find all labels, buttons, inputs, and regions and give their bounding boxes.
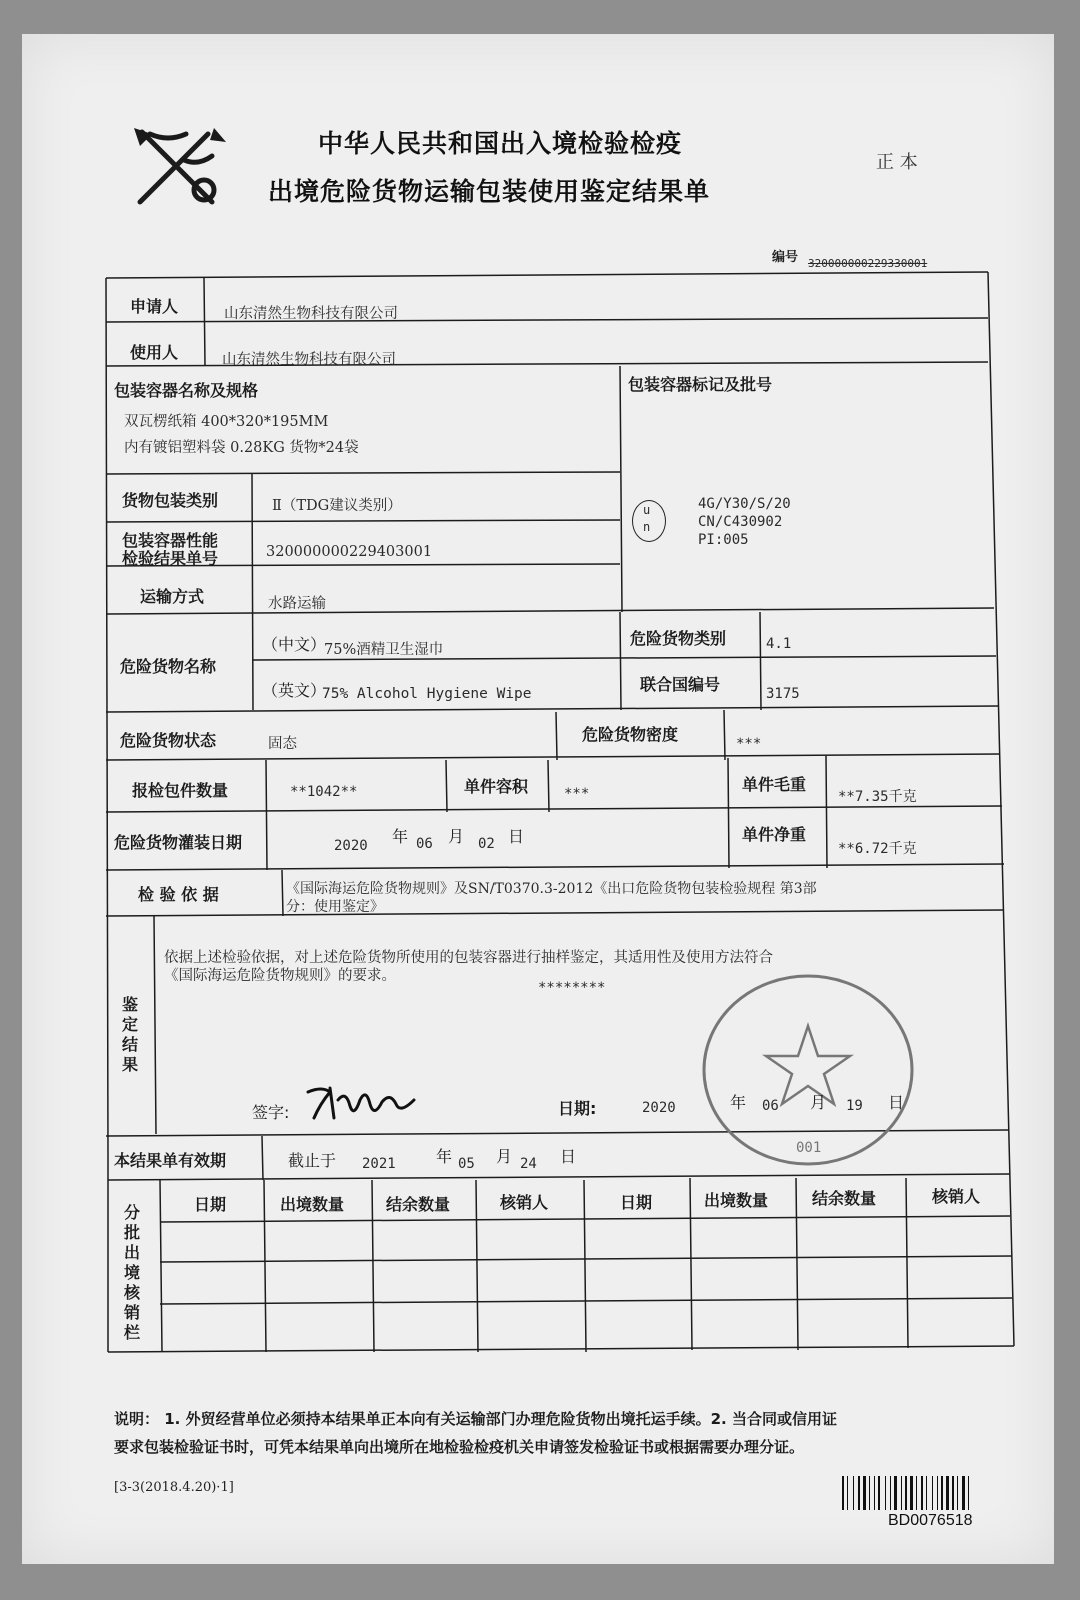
fill-date-day-char: 日	[508, 827, 525, 846]
result-label-char-2: 定	[122, 1015, 139, 1034]
batch-header-date-1: 日期	[194, 1195, 227, 1214]
unit-volume-value: ***	[564, 786, 590, 802]
barcode-bar	[863, 1476, 866, 1510]
un-number-value: 3175	[766, 686, 800, 702]
validity-day: 24	[520, 1156, 537, 1172]
en-tag: （英文）	[262, 681, 327, 700]
result-text-line-1: 依据上述检验依据，对上述危险货物所使用的包装容器进行抽样鉴定，其适用性及使用方法符合	[164, 950, 773, 966]
barcode-bar	[878, 1476, 880, 1510]
basis-line-2: 分：使用鉴定》	[286, 899, 384, 915]
barcode-bar	[941, 1476, 943, 1510]
batch-label-char-6: 销	[124, 1303, 141, 1322]
basis-line-1: 《国际海运危险货物规则》及SN/T0370.3-2012《出口危险货物包装检验规程 第3部	[286, 881, 817, 897]
handwritten-signature	[300, 1078, 420, 1124]
validity-month-char: 月	[496, 1147, 513, 1166]
batch-label-char-5: 核	[124, 1283, 141, 1302]
performance-report-label-1: 包装容器性能	[122, 531, 219, 550]
user-label: 使用人	[130, 343, 179, 362]
original-copy-mark: 正 本	[876, 152, 918, 173]
result-stars: ********	[538, 980, 606, 996]
validity-day-char: 日	[560, 1147, 577, 1166]
result-date-year: 2020	[642, 1100, 676, 1116]
batch-header-exit-qty-2: 出境数量	[704, 1191, 769, 1210]
goods-class-label: 危险货物类别	[630, 629, 727, 648]
batch-label-char-1: 分	[124, 1203, 141, 1222]
result-label-char-1: 鉴	[122, 995, 139, 1014]
un-number-label: 联合国编号	[640, 675, 721, 694]
en-goods-name: 75% Alcohol Hygiene Wipe	[322, 686, 532, 702]
batch-header-verifier-2: 核销人	[932, 1187, 981, 1206]
transport-value: 水路运输	[268, 596, 326, 612]
title-line-2: 出境危险货物运输包装使用鉴定结果单	[268, 177, 711, 206]
user-value: 山东清然生物科技有限公司	[222, 352, 396, 368]
batch-header-verifier-1: 核销人	[500, 1193, 549, 1212]
batch-header-date-2: 日期	[620, 1193, 653, 1212]
dangerous-goods-name-label: 危险货物名称	[120, 657, 217, 676]
barcode-bar	[874, 1476, 875, 1510]
barcode-bar	[937, 1476, 938, 1510]
applicant-label: 申请人	[130, 297, 179, 316]
serial-value: 320000000229330001	[808, 257, 928, 270]
container-mark-line-2: CN/C430902	[698, 514, 783, 530]
performance-report-label-2: 检验结果单号	[122, 549, 219, 568]
result-label-char-4: 果	[122, 1055, 139, 1074]
barcode-bar	[926, 1476, 927, 1510]
batch-label-char-3: 出	[124, 1243, 141, 1262]
transport-label: 运输方式	[140, 587, 205, 606]
batch-label-char-4: 境	[124, 1263, 141, 1282]
container-mark-line-1: 4G/Y30/S/20	[698, 496, 791, 512]
barcode-bar	[910, 1476, 913, 1510]
barcode-bar	[869, 1476, 870, 1510]
barcode-bar	[905, 1476, 907, 1510]
form-code: [3-3(2018.4.20)·1]	[114, 1480, 234, 1495]
fill-date-month-char: 月	[448, 827, 465, 846]
validity-year-char: 年	[436, 1147, 453, 1166]
density-value: ***	[736, 736, 762, 752]
package-category-label: 货物包装类别	[122, 491, 219, 510]
barcode-bar	[932, 1476, 933, 1510]
net-weight-label: 单件净重	[742, 825, 807, 844]
signature-label: 签字:	[252, 1103, 290, 1122]
result-date-year-char: 年	[730, 1093, 747, 1112]
result-date-day: 19	[846, 1098, 863, 1114]
un-symbol-top: u	[643, 503, 651, 517]
gross-weight-value: **7.35千克	[838, 789, 917, 805]
package-category-value: Ⅱ（TDG建议类别）	[272, 498, 402, 514]
container-spec-line-2: 内有镀铝塑料袋 0.28KG 货物*24袋	[124, 440, 359, 456]
notes-line-2: 要求包装检验证书时，可凭本结果单向出境所在地检验检疫机关申请签发检验证书或根据需要办理分证。	[114, 1438, 805, 1456]
applicant-value: 山东清然生物科技有限公司	[224, 306, 398, 322]
barcode-bar	[847, 1476, 848, 1510]
fill-date-day: 02	[478, 836, 495, 852]
result-label-char-3: 结	[122, 1035, 139, 1054]
barcode-bar	[921, 1476, 923, 1510]
result-date-day-char: 日	[888, 1093, 905, 1112]
title-line-1: 中华人民共和国出入境检验检疫	[318, 129, 683, 158]
result-date-month: 06	[762, 1098, 779, 1114]
barcode-number: BD0076518	[888, 1512, 973, 1529]
cn-goods-name: 75%酒精卫生湿巾	[324, 642, 444, 658]
goods-class-value: 4.1	[766, 636, 792, 652]
batch-header-balance-1: 结余数量	[386, 1195, 451, 1214]
serial-label: 编号	[772, 250, 799, 265]
result-date-month-char: 月	[810, 1093, 827, 1112]
container-mark-line-3: PI:005	[698, 532, 749, 548]
fill-date-month: 06	[416, 836, 433, 852]
barcode-bar	[962, 1476, 965, 1510]
notes-line-1: 说明： 1. 外贸经营单位必须持本结果单正本向有关运输部门办理危险货物出境托运手续。2. 当合同或信用证	[114, 1410, 837, 1428]
barcode-bar	[952, 1476, 954, 1510]
gross-weight-label: 单件毛重	[742, 775, 807, 794]
state-value: 固态	[268, 736, 297, 752]
barcode-bar	[968, 1476, 969, 1510]
barcode-bar	[842, 1476, 844, 1510]
container-label: 包装容器名称及规格	[114, 381, 259, 400]
barcode-bar	[916, 1476, 917, 1510]
batch-label-char-2: 批	[124, 1223, 141, 1242]
container-spec-line-1: 双瓦楞纸箱 400*320*195MM	[124, 414, 329, 430]
barcode-bar	[858, 1476, 860, 1510]
quantity-value: **1042**	[290, 784, 358, 800]
un-symbol-bottom: n	[643, 520, 651, 534]
cn-tag: （中文）	[262, 635, 327, 654]
validity-month: 05	[458, 1156, 475, 1172]
barcode-bar	[894, 1476, 897, 1510]
fill-date-label: 危险货物灌装日期	[114, 833, 243, 852]
validity-year: 2021	[362, 1156, 396, 1172]
seal-number: 001	[796, 1140, 822, 1156]
net-weight-value: **6.72千克	[838, 841, 917, 857]
container-mark-label: 包装容器标记及批号	[628, 375, 773, 394]
barcode-bar	[853, 1476, 854, 1510]
barcode-icon	[842, 1476, 1020, 1510]
barcode-bar	[901, 1476, 902, 1510]
fill-date-year-char: 年	[392, 827, 409, 846]
performance-report-value: 320000000229403001	[266, 544, 433, 560]
fill-date-year: 2020	[334, 838, 368, 854]
quantity-label: 报检包件数量	[132, 781, 229, 800]
result-date-label: 日期:	[558, 1099, 597, 1118]
barcode-bar	[946, 1476, 949, 1510]
batch-header-balance-2: 结余数量	[812, 1189, 877, 1208]
validity-prefix: 截止于	[288, 1151, 337, 1170]
basis-label: 检 验 依 据	[138, 885, 219, 904]
barcode-bar	[885, 1476, 886, 1510]
validity-label: 本结果单有效期	[114, 1151, 227, 1170]
barcode-bar	[890, 1476, 891, 1510]
result-text-line-2: 《国际海运危险货物规则》的要求。	[164, 968, 396, 984]
state-label: 危险货物状态	[120, 731, 217, 750]
batch-header-exit-qty-1: 出境数量	[280, 1195, 345, 1214]
density-label: 危险货物密度	[582, 725, 679, 744]
unit-volume-label: 单件容积	[464, 777, 529, 796]
barcode-bar	[957, 1476, 958, 1510]
batch-label-char-7: 栏	[124, 1323, 141, 1342]
